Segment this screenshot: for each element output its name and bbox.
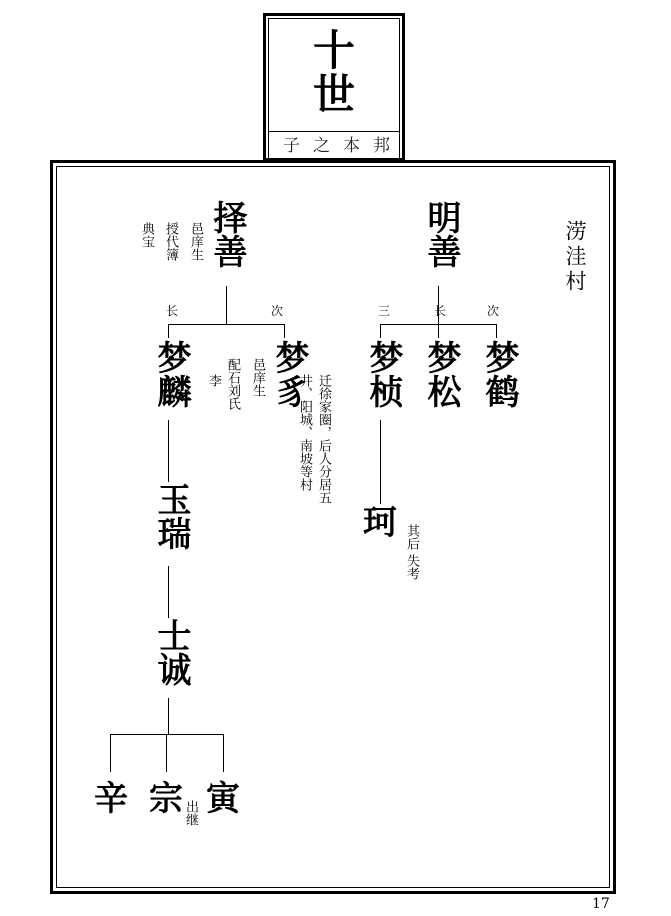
order-label-elder: 长 (166, 304, 179, 318)
village-name: 涝洼村 (563, 220, 587, 295)
branch-label-char-1: 子 (283, 136, 300, 156)
line-zeshan-bar (168, 324, 284, 325)
name-mingshan: 明善 (421, 200, 461, 268)
line-shicheng-down (168, 698, 169, 734)
line-to-menghe (496, 324, 497, 338)
genealogy-frame-inner (56, 166, 610, 888)
line-to-xin (110, 734, 111, 772)
line-to-zong (166, 734, 167, 772)
name-mengzhen: 梦桢 (363, 340, 403, 408)
note-ke-2: 失考 (404, 554, 419, 580)
note-zeshan-1: 邑庠生 (188, 222, 203, 261)
line-shicheng-bar (110, 734, 224, 735)
name-menglin: 梦麟 (151, 340, 191, 408)
line-to-mengzhen (380, 324, 381, 338)
name-yin: 寅 (206, 779, 240, 819)
migration-note-2: 井、阳城、南坡等村 (297, 374, 312, 491)
generation-char-2: 世 (312, 70, 355, 119)
order-label-elder-right: 长 (434, 304, 447, 318)
branch-label-char-3: 本 (343, 136, 360, 156)
name-zong: 宗 (149, 779, 183, 819)
note-mengzhi-3: 李 (206, 374, 221, 387)
line-mengzhen-down (380, 420, 381, 504)
name-ke: 珂 (363, 503, 397, 543)
line-to-menglin (168, 324, 169, 338)
line-zeshan-down (226, 286, 227, 324)
migration-note-1: 迁徐家圈，后人分居五 (316, 374, 331, 504)
name-xin: 辛 (94, 779, 128, 819)
name-yurui: 玉瑞 (151, 482, 191, 550)
note-zeshan-3: 典宝 (139, 222, 154, 248)
order-label-second-right: 次 (487, 304, 500, 318)
branch-label-char-2: 之 (313, 136, 330, 156)
header-divider (268, 131, 400, 132)
order-label-second: 次 (271, 304, 284, 318)
branch-label-char-4: 邦 (373, 136, 390, 156)
line-to-mengzhi (284, 324, 285, 338)
generation-char-1: 十 (312, 26, 355, 75)
name-mengzhi: 梦豸 (269, 340, 309, 408)
line-to-mengsong (438, 324, 439, 338)
line-yurui-down (168, 566, 169, 618)
line-to-yin (223, 734, 224, 772)
note-mengzhi-1: 邑庠生 (250, 358, 265, 397)
name-shicheng: 士诚 (151, 618, 191, 686)
line-menglin-down (168, 420, 169, 482)
name-zeshan: 择善 (207, 200, 247, 268)
note-zong: 出继 (183, 800, 198, 826)
order-label-third: 三 (378, 304, 391, 318)
name-menghe: 梦鹤 (479, 340, 519, 408)
note-mengzhi-2: 配石刘氏 (225, 358, 240, 410)
note-ke-1: 其后 (404, 524, 419, 550)
page-number: 17 (592, 896, 610, 912)
note-zeshan-2: 授代簿 (163, 222, 178, 261)
name-mengsong: 梦松 (421, 340, 461, 408)
